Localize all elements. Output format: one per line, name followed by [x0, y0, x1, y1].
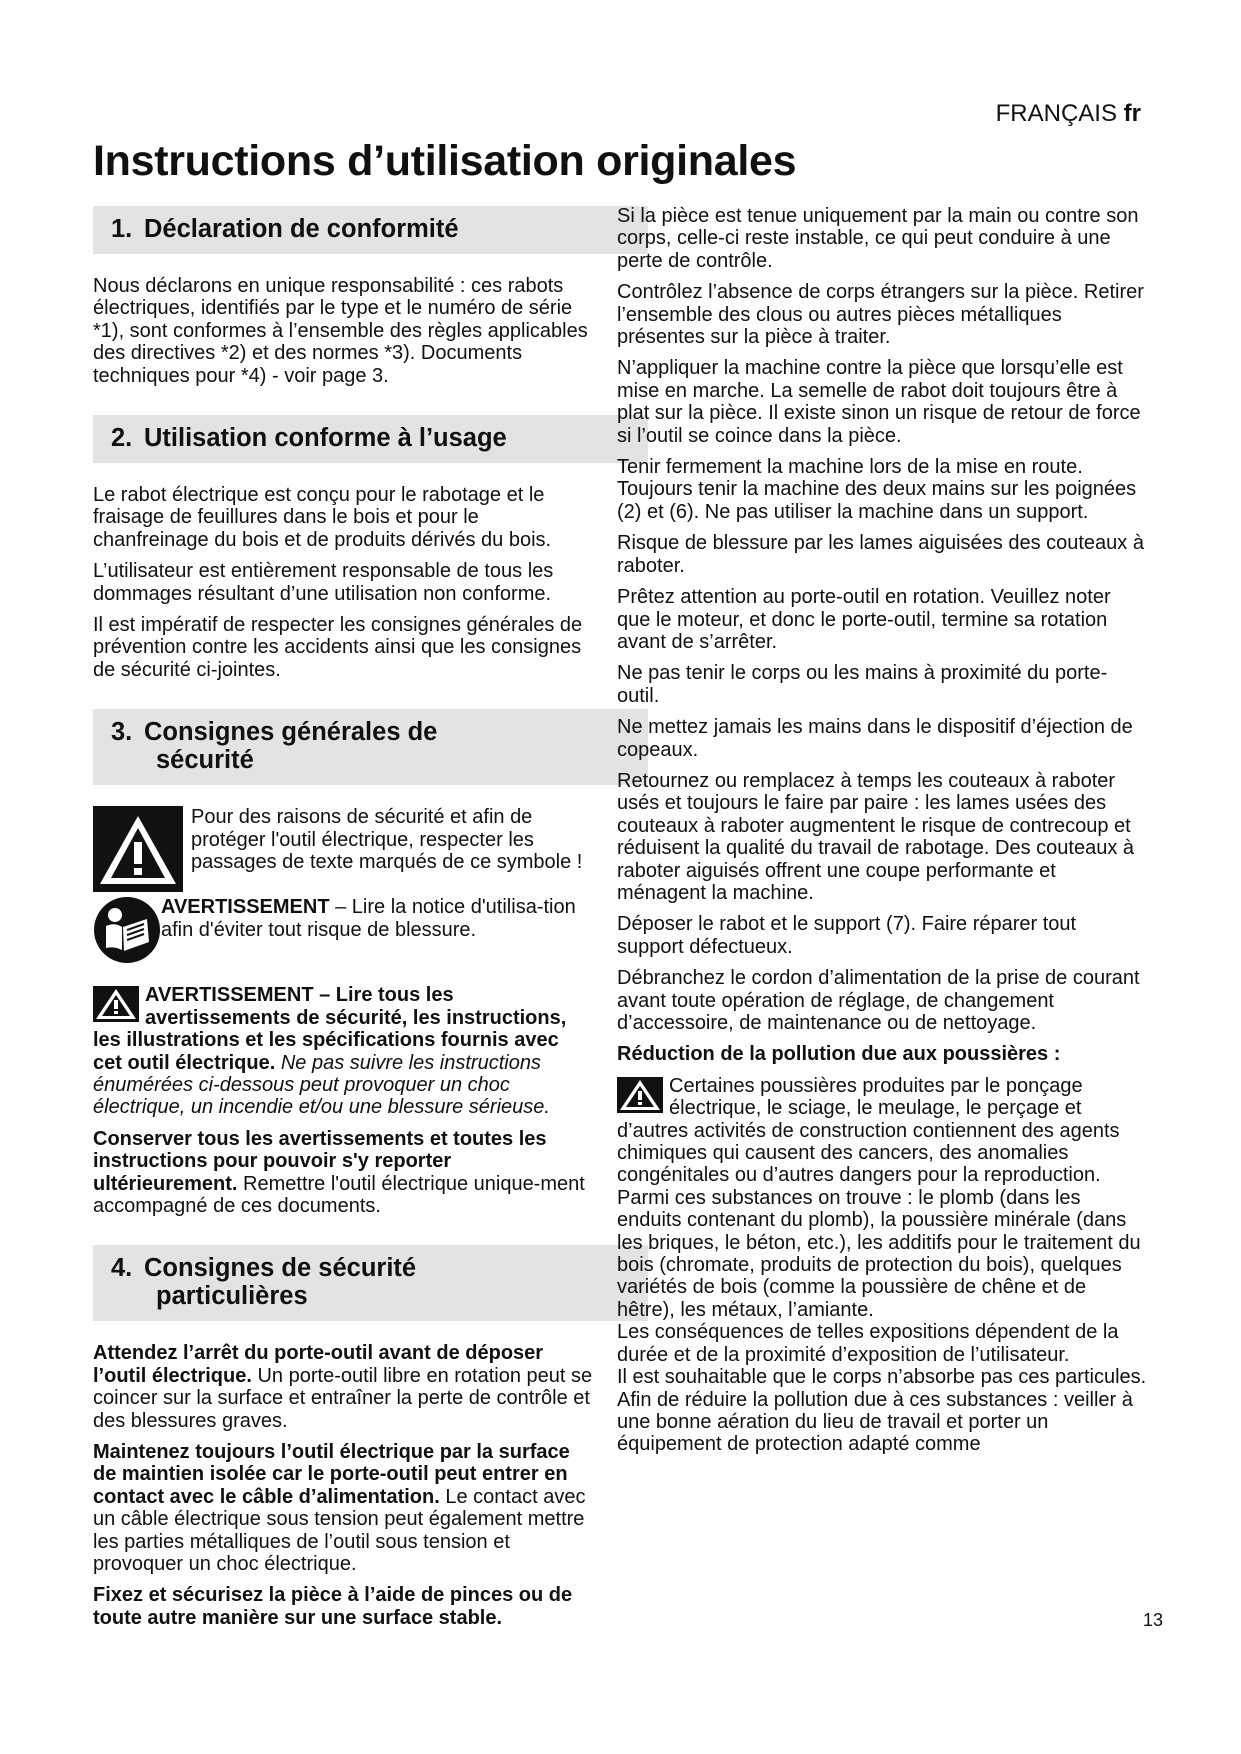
section-title-line2: particulières	[156, 1282, 308, 1311]
section-heading-2	[93, 415, 648, 463]
paragraph: Risque de blessure par les lames aiguisées des couteaux à raboter.	[617, 532, 1144, 577]
paragraph: Déposer le rabot et le support (7). Faire réparer tout support défectueux.	[617, 913, 1077, 958]
paragraph-text: Un porte-outil libre en rotation peut se coincer sur la surface et entraîner la perte de contrôle et des blessures graves.	[93, 1364, 593, 1432]
dust-heading: Réduction de la pollution due aux poussières :	[617, 1043, 1061, 1066]
section-heading-4	[93, 1245, 648, 1321]
paragraph: Contrôlez l’absence de corps étrangers sur la pièce. Retirer l’ensemble des clous ou autres pièces métalliques présentes sur la pièce à traiter.	[617, 281, 1144, 349]
section-number: 1.	[111, 215, 133, 243]
paragraph: Toujours tenir la machine des deux mains sur les poignées (2) et (6). Ne pas utiliser la machine dans un support.	[617, 478, 1137, 523]
paragraph: Ne pas tenir le corps ou les mains à proximité du porte-outil.	[617, 662, 1108, 707]
section-title: Consignes générales de	[144, 718, 438, 747]
section-heading-3	[93, 709, 648, 785]
left-column	[93, 206, 593, 1638]
warning-triangle-icon	[93, 806, 183, 892]
page-title: Instructions d’utilisation originales	[93, 137, 797, 185]
warning-triangle-icon	[93, 986, 139, 1022]
paragraph: Afin de réduire la pollution due à ces substances : veiller à une bonne aération du lieu de travail et porter un équipement de protection adapté comme	[617, 1388, 1133, 1456]
section-title: Utilisation conforme à l’usage	[144, 424, 507, 453]
paragraph	[93, 1584, 593, 1629]
language-label	[996, 100, 1141, 128]
paragraph-bold: Fixez et sécurisez la pièce à l’aide de pinces ou de toute autre manière sur une surface stable.	[93, 1584, 573, 1629]
dust-warning	[617, 1075, 1147, 1321]
paragraph: Les conséquences de telles expositions dépendent de la durée et de la proximité d’exposition de l’utilisateur.	[617, 1321, 1119, 1366]
section-title-line2: sécurité	[156, 746, 254, 775]
section-heading-1	[93, 206, 648, 254]
dust-warning-text: Certaines poussières produites par le ponçage électrique, le sciage, le meulage, le perçage et d’autres activités de construction contiennent des agents chimiques qui causent des cancers, des anomalies congénitales ou d’autres dangers pour la reproduction. Parmi ces substances on trouve : le plomb (dans les enduits contenant du plomb), la poussière minérale (dans les briques, le béton, etc.), les additifs pour le traitement du bois (chromate, produits de protection du bois), quelques variétés de bois (comme la poussière de chêne et de hêtre), les métaux, l’amiante.	[617, 1074, 1141, 1321]
paragraph: Tenir fermement la machine lors de la mise en route.	[617, 456, 1083, 479]
paragraph: N’appliquer la machine contre la pièce que lorsqu’elle est mise en marche. La semelle de rabot doit toujours être à plat sur la pièce. Il existe sinon un risque de retour de force si l’outil se coince dans la pièce.	[617, 357, 1141, 447]
paragraph-bold: Maintenez toujours l’outil électrique par la surface de maintien isolée car le porte-outil peut entrer en contact avec le câble d’alimentation.	[93, 1440, 570, 1508]
read-manual-text	[161, 896, 593, 941]
general-warning-italic: Ne pas suivre les instructions énumérées ci-dessous peut provoquer un choc électrique, un incendie et/ou une blessure sérieuse.	[93, 1051, 550, 1119]
paragraph: L’utilisateur est entièrement responsable de tous les dommages résultant d’une utilisation non conforme.	[93, 560, 554, 605]
paragraph: Si la pièce est tenue uniquement par la main ou contre son corps, celle-ci reste instable, ce qui peut conduire à une perte de contrôle.	[617, 205, 1139, 272]
section-title: Consignes de sécurité	[144, 1254, 417, 1283]
paragraph-bold: Attendez l’arrêt du porte-outil avant de déposer l’outil électrique.	[93, 1342, 544, 1387]
read-manual-bold: AVERTISSEMENT	[161, 896, 330, 919]
section-title: Déclaration de conformité	[144, 215, 459, 243]
keep-instructions	[93, 1128, 593, 1218]
language-name: FRANÇAIS	[995, 100, 1117, 127]
general-warning-bold: AVERTISSEMENT – Lire tous les avertissements de sécurité, les instructions, les illustrations et les spécifications fournis avec cet outil électrique.	[93, 984, 567, 1074]
general-warning-text	[93, 984, 593, 1118]
read-manual-rest: – Lire la notice d'utilisa-tion afin d'éviter tout risque de blessure.	[161, 896, 576, 941]
paragraph: Débranchez le cordon d’alimentation de la prise de courant avant toute opération de réglage, de changement d’accessoire, de maintenance ou de nettoyage.	[617, 967, 1140, 1034]
language-code: fr	[1123, 100, 1141, 127]
right-column	[617, 205, 1147, 1456]
warning-triangle-icon	[617, 1077, 663, 1113]
page-number: 13	[1142, 1610, 1163, 1630]
warning-symbol-text: Pour des raisons de sécurité et afin de protéger l'outil électrique, respecter les passages de texte marqués de ce symbole !	[191, 806, 583, 874]
general-warning	[93, 984, 593, 1127]
paragraph: Nous déclarons en unique responsabilité : ces rabots électriques, identifiés par le type et le numéro de série *1), sont conformes à l’ensemble des règles applicables des directives *2) et des normes *3). Documents techniques pour *4) - voir page 3.	[93, 275, 588, 387]
section-number: 3.	[111, 718, 133, 747]
paragraph: Le rabot électrique est conçu pour le rabotage et le fraisage de feuillures dans le bois et pour le chanfreinage du bois et de produits dérivés du bois.	[93, 484, 552, 551]
paragraph: Il est impératif de respecter les consignes générales de prévention contre les accidents ainsi que les consignes de sécurité ci-jointes.	[93, 614, 583, 681]
paragraph: Prêtez attention au porte-outil en rotation. Veuillez noter que le moteur, et donc le porte-outil, termine sa rotation avant de s’arrêter.	[617, 586, 1111, 653]
paragraph	[93, 1342, 593, 1432]
paragraph-text: Le contact avec un câble électrique sous tension peut également mettre les parties métalliques de l’outil sous tension et provoquer un choc électrique.	[93, 1485, 586, 1575]
warning-symbol-notice	[93, 806, 593, 892]
paragraph: Il est souhaitable que le corps n’absorbe pas ces particules.	[617, 1366, 1147, 1389]
paragraph: Ne mettez jamais les mains dans le dispositif d’éjection de copeaux.	[617, 716, 1133, 761]
section-number: 4.	[111, 1254, 133, 1283]
paragraph: Retournez ou remplacez à temps les couteaux à raboter usés et toujours le faire par paire : les lames usées des couteaux à raboter augmentent le risque de contrecoup et réduisent la qualité du travail de rabotage. Des couteaux à raboter aiguisés offrent une coupe performante et ménagent la machine.	[617, 769, 1135, 904]
read-manual-icon	[93, 896, 161, 964]
keep-instructions-text: Remettre l'outil électrique unique-ment accompagné de ces documents.	[93, 1172, 585, 1217]
paragraph	[93, 1441, 593, 1575]
read-manual-notice	[93, 896, 593, 964]
keep-instructions-bold: Conserver tous les avertissements et toutes les instructions pour pouvoir s'y reporter ultérieurement.	[93, 1127, 547, 1195]
section-number: 2.	[111, 424, 133, 453]
